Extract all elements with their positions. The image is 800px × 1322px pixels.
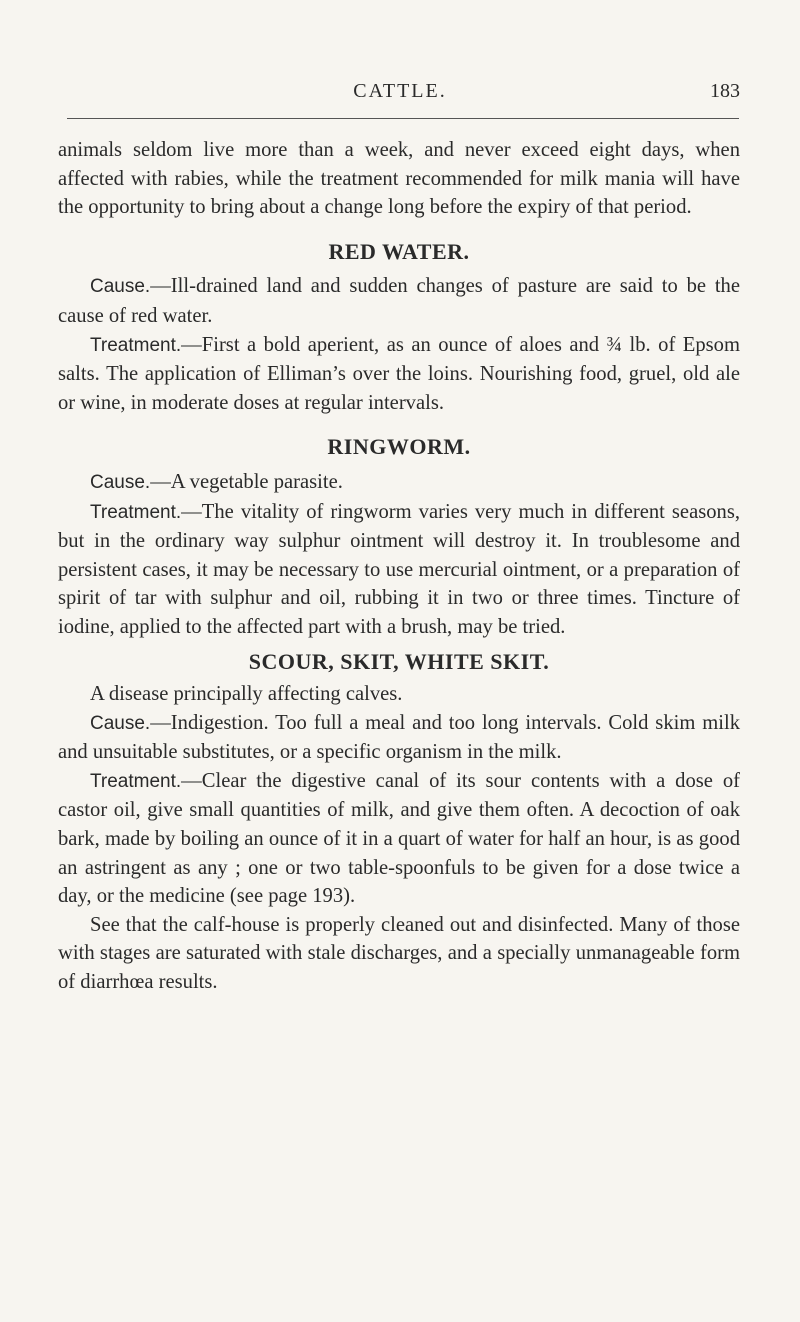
running-head bbox=[60, 80, 740, 110]
scour-cause-paragraph bbox=[58, 709, 740, 767]
heading-scour: SCOUR, SKIT, WHITE SKIT. bbox=[248, 648, 550, 674]
treatment-label: Treatment. bbox=[90, 501, 182, 523]
running-title: CATTLE. bbox=[353, 80, 447, 102]
cause-text: —Indigestion. Too full a meal and too long intervals. Cold skim milk and unsuitable substitutes, or a specific organism in the milk. bbox=[58, 711, 740, 764]
treatment-text: —Clear the digestive canal of its sour contents with a dose of castor oil, give small quantities of milk, and give them often. A decoction of oak bark, made by boiling an ounce of it in a quart of water for half an hour, is as good an astringent as any ; one or two table-spoonfuls to be given for a dose twice a day, or the medicine (see page 193). bbox=[58, 769, 740, 908]
ringworm-cause-paragraph bbox=[58, 468, 740, 498]
scour-intro-paragraph: A disease principally affecting calves. bbox=[90, 683, 403, 706]
cause-text: —Ill-drained land and sudden changes of pasture are said to be the cause of red water. bbox=[58, 275, 740, 327]
cause-label: Cause. bbox=[90, 276, 151, 298]
page-number: 183 bbox=[710, 80, 740, 102]
cause-label: Cause. bbox=[90, 471, 151, 493]
scour-treatment-paragraph bbox=[58, 767, 740, 911]
heading-red-water: RED WATER. bbox=[328, 238, 470, 264]
treatment-label: Treatment. bbox=[90, 770, 182, 792]
red-water-cause-paragraph bbox=[58, 272, 740, 330]
treatment-label: Treatment. bbox=[90, 334, 182, 356]
cause-text: —A vegetable parasite. bbox=[150, 470, 343, 493]
heading-ringworm: RINGWORM. bbox=[327, 434, 471, 460]
opening-paragraph: animals seldom live more than a week, and never exceed eight days, when affected with rabies, while the treatment recommended for milk mania will have the opportunity to bring about a change long before the expiry of that period. bbox=[58, 139, 740, 219]
scour-see-paragraph: See that the calf-house is properly cleaned out and disinfected. Many of those with stages are saturated with stale discharges, and a specially unmanageable form of diarrhœa results. bbox=[58, 913, 740, 994]
ringworm-treatment-paragraph bbox=[58, 498, 740, 642]
treatment-text: —First a bold aperient, as an ounce of aloes and ¾ lb. of Epsom salts. The application of Elliman’s over the loins. Nourishing food, gruel, old ale or wine, in moderate doses at regular intervals. bbox=[58, 333, 740, 414]
body-text bbox=[58, 136, 740, 997]
cause-label: Cause. bbox=[90, 712, 151, 734]
red-water-treatment-paragraph bbox=[58, 331, 740, 418]
header-rule bbox=[67, 118, 739, 119]
treatment-text: —The vitality of ringworm varies very much in different seasons, but in the ordinary way sulphur ointment will destroy it. In troublesome and persistent cases, it may be necessary to use mercurial ointment, or a preparation of spirit of tar with sulphur and oil, rubbing it in two or three times. Tincture of iodine, applied to the affected part with a brush, may be tried. bbox=[58, 500, 740, 638]
